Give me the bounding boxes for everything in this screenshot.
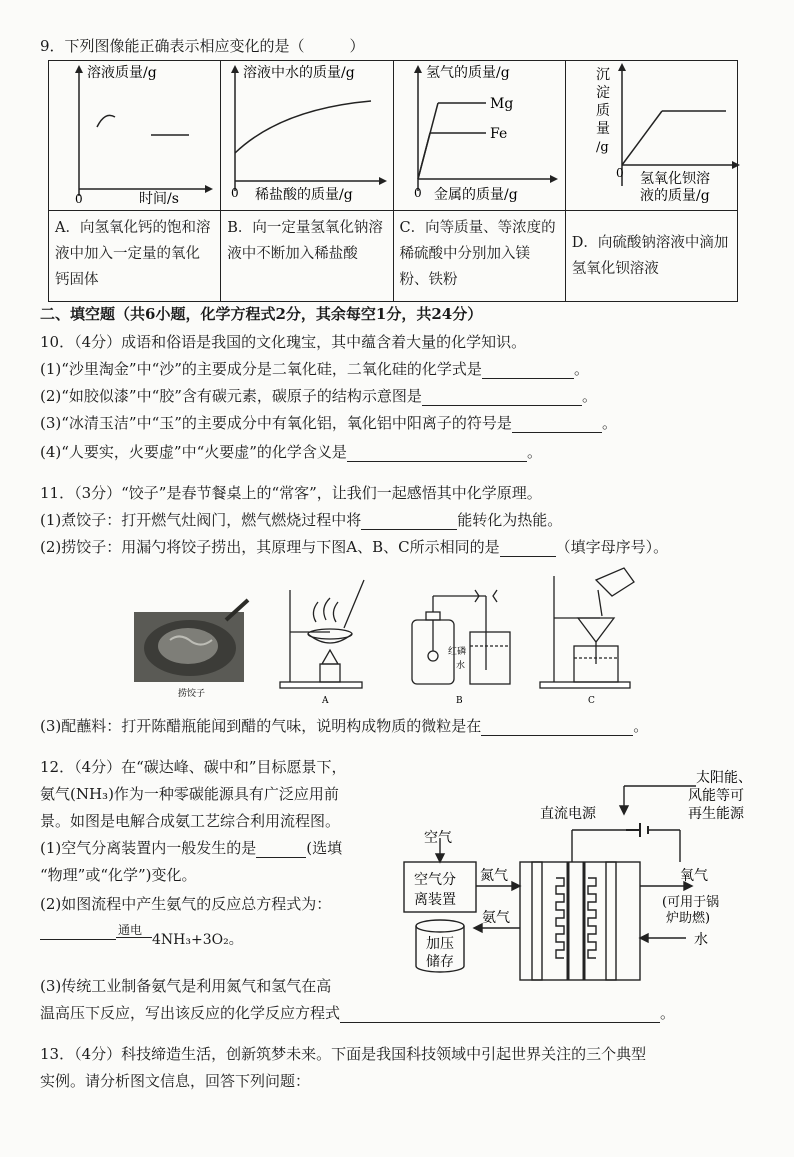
apparatus-c: [540, 568, 634, 688]
q12-part2: (2)如图流程中产生氨气的反应总方程式为：: [40, 895, 332, 913]
q12-line8: (3)传统工业制备氨气是利用氮气和氢气在高: [40, 977, 332, 995]
q11-stem: 11．（3分）“饺子”是春节餐桌上的“常客”，让我们一起感悟其中化学原理。: [40, 484, 542, 502]
q10-part2-end: 。: [581, 387, 597, 405]
q12-answer3-blank[interactable]: [340, 1006, 660, 1023]
diagram-renewable-line1: 太阳能、: [696, 770, 752, 786]
q9-title: 9．下列图像能正确表示相应变化的是（ ）: [40, 37, 365, 55]
graph-d-plot: [566, 61, 744, 206]
graph-c-plot: [394, 61, 564, 206]
fig-b-red-phosphorus-label: 红磷: [448, 647, 467, 657]
q10-answer3-blank[interactable]: [512, 416, 602, 433]
graph-d: [565, 61, 737, 211]
q11-part2-text: (2)捞饺子：用漏勺将饺子捞出，其原理与下图A、B、C所示相同的是: [40, 538, 500, 556]
q10-part3-text: (3)“冰清玉洁”中“玉”的主要成分中有氧化铝，氧化铝中阳离子的符号是: [40, 414, 512, 432]
q10-part4-text: (4)“人要实，火要虚”中“火要虚”的化学含义是: [40, 443, 347, 461]
q12-line2: 氨气(NH₃)作为一种零碳能源具有广泛应用前: [40, 785, 339, 803]
diagram-separator-line2: 离装置: [414, 892, 456, 908]
diagram-water: 水: [694, 932, 708, 948]
q12-line5: “物理”或“化学”)变化。: [40, 866, 197, 884]
graph-a-origin: 0: [75, 192, 83, 206]
diagram-renewable-line3: 再生能源: [688, 806, 744, 822]
fig-b-water-label: 水: [456, 661, 466, 671]
q10-answer2-blank[interactable]: [422, 389, 582, 406]
option-a[interactable]: A．向氢氧化钙的饱和溶液中加入一定量的氧化钙固体: [49, 211, 221, 302]
graph-d-xlabel-line1: 氢氧化钡溶: [639, 171, 710, 187]
diagram-nitrogen: 氮气: [480, 868, 508, 884]
option-b[interactable]: B．向一定量氢氧化钠溶液中不断加入稀盐酸: [221, 211, 393, 302]
q10-part1-text: (1)“沙里淘金”中“沙”的主要成分是二氧化硅，二氧化硅的化学式是: [40, 360, 482, 378]
q10-part4: [40, 442, 542, 462]
graph-d-xlabel-line2: 液的质量/g: [639, 188, 710, 204]
q10-stem: 10．（4分）成语和俗语是我国的文化瑰宝，其中蕴含着大量的化学知识。: [40, 333, 527, 351]
graph-c-xlabel: 金属的质量/g: [433, 187, 518, 203]
q11-answer3-blank[interactable]: [481, 719, 633, 736]
apparatus-a: [280, 580, 364, 688]
q10-part4-end: 。: [526, 443, 542, 461]
q10-part2: [40, 386, 597, 406]
q12-part1-suffix: (选填: [306, 839, 343, 857]
diagram-oxygen-use-line2: 炉助燃): [666, 911, 711, 926]
q10-answer4-blank[interactable]: [347, 445, 527, 462]
q10-part1: [40, 359, 589, 379]
diagram-separator-line1: 空气分: [414, 872, 456, 888]
q13-line1: 13．（4分）科技缔造生活，创新筑梦未来。下面是我国科技领域中引起世界关注的三个典型: [40, 1045, 647, 1063]
graph-b-plot: [221, 61, 393, 206]
q12-equation-condition: 通电: [118, 923, 143, 937]
graph-a-ylabel: 溶液质量/g: [87, 65, 157, 81]
q11-figures: [130, 560, 670, 710]
section2-title: 二、填空题（共6小题，化学方程式2分，其余每空1分，共24分）: [40, 305, 483, 323]
q10-answer1-blank[interactable]: [482, 362, 574, 379]
figure-a-label: A: [322, 696, 329, 706]
graph-d-ylabel-3: 量: [595, 121, 610, 137]
graph-a-xlabel: 时间/s: [139, 191, 179, 206]
graph-c-fe-label: Fe: [489, 126, 507, 142]
diagram-dc-power: 直流电源: [540, 806, 596, 822]
graph-d-ylabel-1: 淀: [595, 85, 610, 101]
diagram-storage-line1: 加压: [426, 936, 454, 952]
diagram-air: 空气: [424, 830, 452, 846]
q11-part1-suffix: 能转化为热能。: [457, 511, 563, 529]
q11-part3-end: 。: [633, 717, 649, 735]
q10-part3-end: 。: [601, 414, 617, 432]
diagram-ammonia: 氨气: [482, 910, 510, 926]
q12-equation-arrow: [116, 937, 152, 938]
q12-part3-end: 。: [660, 1004, 676, 1022]
q9-table: [48, 60, 738, 302]
q12-part3-text: 温高压下反应，写出该反应的化学反应方程式: [40, 1004, 341, 1022]
q11-answer1-blank[interactable]: [361, 513, 457, 530]
graph-d-origin: 0: [615, 166, 624, 180]
figure-b-label: B: [456, 696, 463, 706]
q11-part3-text: (3)配蘸料：打开陈醋瓶能闻到醋的气味，说明构成物质的微粒是在: [40, 717, 482, 735]
q12-equation-products: 4NH₃+3O₂。: [152, 932, 243, 948]
graph-d-ylabel-4: /g: [595, 140, 609, 155]
graph-d-ylabel-2: 质: [595, 103, 610, 119]
q10-part3: [40, 413, 617, 433]
q12-answer1-blank[interactable]: [256, 841, 306, 858]
q12-part1-text: (1)空气分离装置内一般发生的是: [40, 839, 257, 857]
q11-part2: [40, 537, 668, 557]
graph-b-xlabel: 稀盐酸的质量/g: [255, 187, 353, 203]
q12-part3: [40, 1003, 675, 1023]
diagram-storage-line2: 储存: [426, 954, 454, 970]
graph-a-plot: [49, 61, 219, 206]
q12-line3: 景。如图是电解合成氨工艺综合利用流程图。: [40, 812, 341, 830]
dumpling-photo: [134, 600, 248, 682]
graph-c-ylabel: 氢气的质量/g: [425, 65, 510, 81]
diagram-oxygen: 氧气: [680, 868, 708, 884]
diagram-renewable-line2: 风能等可: [688, 788, 744, 804]
graph-b-origin: 0: [231, 186, 239, 200]
graph-d-ylabel-0: 沉: [595, 67, 610, 83]
graph-c: [393, 61, 565, 211]
graph-c-origin: 0: [413, 186, 422, 200]
q12-flow-diagram: [396, 768, 752, 1000]
q11-part1: [40, 510, 562, 530]
graph-b-ylabel: 溶液中水的质量/g: [243, 65, 355, 81]
q11-part3: [40, 716, 648, 736]
graph-c-mg-label: Mg: [489, 96, 513, 112]
q12-line1: 12．（4分）在“碳达峰、碳中和”目标愿景下，: [40, 758, 347, 776]
q11-answer2-blank[interactable]: [500, 540, 556, 557]
option-c[interactable]: C．向等质量、等浓度的稀硫酸中分别加入镁粉、铁粉: [393, 211, 565, 302]
figure-c-label: C: [588, 696, 595, 706]
q10-part1-end: 。: [573, 360, 589, 378]
q13-line2: 实例。请分析图文信息，回答下列问题：: [40, 1072, 311, 1090]
graph-b: [221, 61, 393, 211]
q10-part2-text: (2)“如胶似漆”中“胶”含有碳元素，碳原子的结构示意图是: [40, 387, 422, 405]
q11-part2-suffix: （填字母序号）。: [555, 538, 669, 556]
graph-a: [49, 61, 221, 211]
q12-equation-blank[interactable]: [40, 938, 116, 940]
q12-part1: [40, 838, 342, 858]
option-d[interactable]: D．向硫酸钠溶液中滴加氢氧化钡溶液: [565, 211, 737, 302]
photo-caption: 捞饺子: [178, 689, 206, 699]
diagram-oxygen-use-line1: (可用于锅: [662, 895, 720, 910]
q11-part1-text: (1)煮饺子：打开燃气灶阀门，燃气燃烧过程中将: [40, 511, 362, 529]
